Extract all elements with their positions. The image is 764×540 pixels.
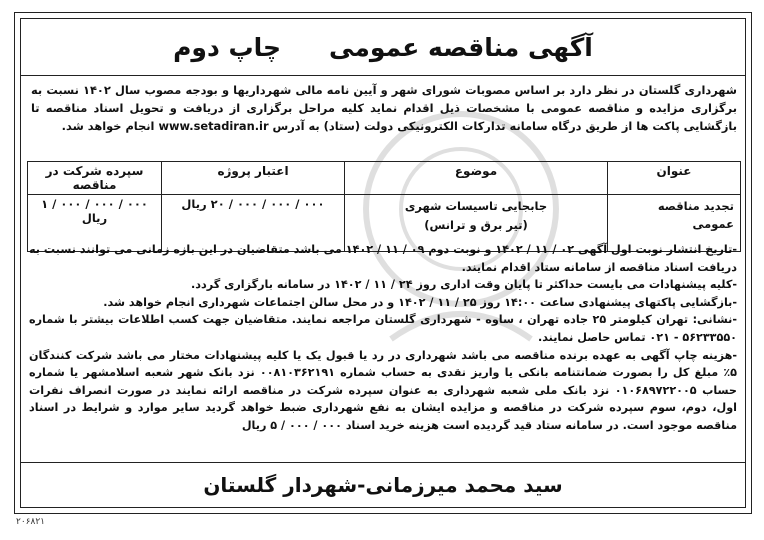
- notice-title: آگهی مناقصه عمومی: [329, 32, 593, 62]
- cell-title: تجدید مناقصه عمومی: [608, 195, 741, 252]
- subject-line-2: (تیر برق و ترانس): [424, 218, 528, 232]
- header-deposit: سپرده شرکت در مناقصه: [28, 162, 162, 195]
- header-subject: موضوع: [345, 162, 608, 195]
- notice-outer-frame: [14, 12, 752, 514]
- header-title: عنوان: [608, 162, 741, 195]
- tender-table: [27, 161, 741, 252]
- notice-code: ۲۰۶۸۲۱: [16, 517, 46, 527]
- note-conditions: -هزینه چاپ آگهی به عهده برنده مناقصه می باشد شهرداری در رد یا قبول یک یا کلیه پیشنهادات مختار می باشد شرکت کنندگان ۵٪ مبلغ کل را بصورت ضمانتنامه بانکی یا واریز نقدی به حساب شماره ۰۰۸۱۰۳۶۲۱۹۱ نزد بانک شهر شعبه اسلامشهر یا شماره حساب ۰۱۰۶۸۹۷۲۲۰۰۵ نزد بانک ملی شعبه شهرداری به عنوان سپرده شرکت در مناقصه ارائه نمایند در صورت انصراف نفرات اول، دوم، سوم سپرده شرکت در مناقصه و مزایده ایشان به نفع شهرداری ضبط خواهد گردید سایر موارد و شرایط در اسناد مناقصه موجود است. در سامانه ستاد قید گردیده است هزینه خرید اسناد ۰۰۰ / ۰۰۰ / ۵ ریال: [29, 348, 737, 432]
- print-edition-label: چاپ دوم: [173, 32, 282, 62]
- mayor-signature: سید محمد میرزمانی-شهردار گلستان: [203, 473, 563, 497]
- header-budget: اعتبار پروژه: [162, 162, 345, 195]
- intro-text: در نظر دارد بر اساس مصوبات شورای شهر و آیین نامه مالی شهرداریها و بودجه مصوب سال ۱۴۰۲ نسبت به برگزاری مزایده و مناقصه عمومی با مشخصات ذیل اقدام نماید کلیه مراحل برگزاری از دریافت و تحویل اسناد مناقصه تا بازگشایی پاکت ها از طریق درگاه سامانه تدارکات الکترونیکی دولت (ستاد) به آدرس www.setadiran.ir انجام خواهد شد.: [31, 83, 737, 133]
- notice-footer: [21, 462, 745, 507]
- cell-budget: ۰۰۰ / ۰۰۰ / ۰۰۰ / ۲۰ ریال: [162, 195, 345, 252]
- note-publish-dates: -تاریخ انتشار نوبت اول آگهی ۰۲ / ۱۱ / ۱۴۰۲ و نوبت دوم ۰۹ / ۱۱ / ۱۴۰۲ می باشد متقاضیان در این بازه زمانی می توانند نسبت به دریافت اسناد مناقصه از سامانه ستاد اقدام نمایند.: [29, 243, 737, 274]
- organization-name: شهرداری گلستان: [638, 83, 738, 97]
- notice-notes: [29, 241, 737, 435]
- notice-header: [21, 19, 745, 76]
- tender-table-header-row: [28, 162, 741, 195]
- note-address: -نشانی: تهران کیلومتر ۲۵ جاده تهران ، ساوه - شهرداری گلستان مراجعه نمایند. متقاضیان جهت کسب اطلاعات بیشتر با شماره ۵۶۲۳۳۵۵۰ - ۰۲۱ تماس حاصل نمایند.: [29, 313, 737, 344]
- note-opening-time: -بازگشایی پاکتهای پیشنهادی ساعت ۱۴:۰۰ روز ۲۵ / ۱۱ / ۱۴۰۲ و در محل سالن اجتماعات شهرداری انجام خواهد شد.: [103, 295, 737, 309]
- notice-inner-frame: [20, 18, 746, 508]
- cell-deposit: ۰۰۰ / ۰۰۰ / ۰۰۰ / ۱ ریال: [28, 195, 162, 252]
- intro-paragraph: [31, 81, 737, 135]
- note-submission-deadline: -کلیه پیشنهادات می بایست حداکثر تا پایان وقت اداری روز ۲۴ / ۱۱ / ۱۴۰۲ در سامانه بارگزاری گردد.: [191, 278, 737, 292]
- subject-line-1: جابجایی تاسیسات شهری: [404, 199, 548, 213]
